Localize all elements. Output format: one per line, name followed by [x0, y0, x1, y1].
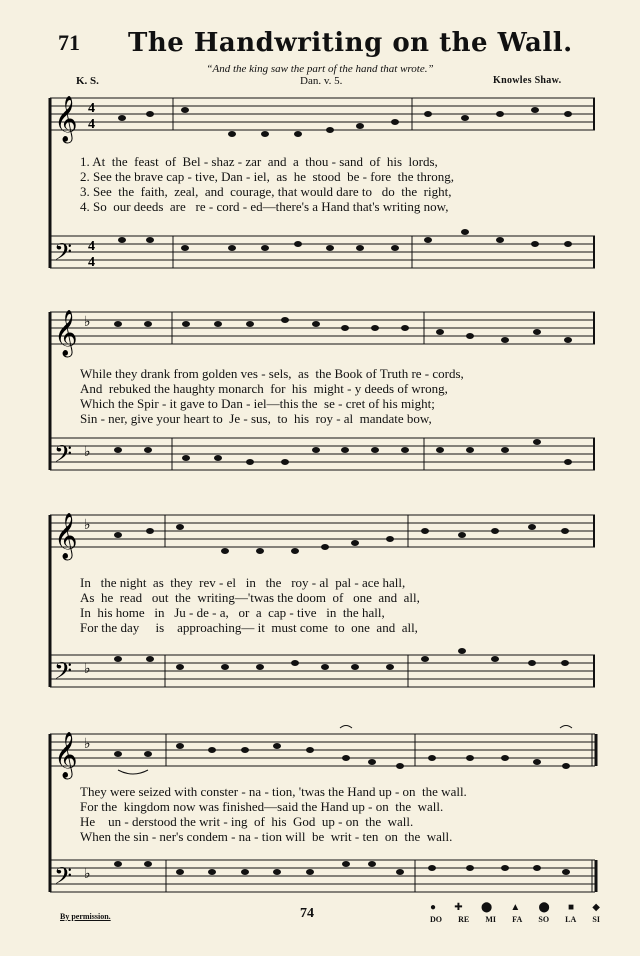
lyric-line: 3. See the faith, zeal, and courage, that would dare to do the right, [80, 184, 452, 199]
svg-text:𝄢: 𝄢 [54, 657, 73, 690]
lyrics-system-1 [80, 154, 600, 214]
lyric-line: As he read out the writing—'twas the doom of one and all, [80, 590, 420, 605]
svg-text:𝄞: 𝄞 [54, 96, 78, 142]
svg-text:𝄞: 𝄞 [54, 513, 78, 559]
svg-text:4: 4 [88, 101, 95, 116]
shape-note-row [430, 902, 600, 913]
lyric-line: Sin - ner, give your heart to Je - sus, to his roy - al mandate bow, [80, 411, 432, 426]
solfege-si: SI [592, 915, 600, 924]
do-shape-icon: ● [430, 902, 437, 913]
hymn-header [0, 0, 640, 90]
solfege-so: SO [538, 915, 550, 924]
lyric-line: 1. At the feast of Bel - shaz - zar and a thou - sand of his lords, [80, 154, 438, 169]
svg-text:4: 4 [88, 239, 95, 254]
music-system-3 [0, 505, 640, 695]
composer-initials: K. S. [76, 75, 99, 87]
svg-text:𝄢: 𝄢 [54, 238, 73, 271]
lyric-line: They were seized with conster - na - tion, 'twas the Hand up - on the wall. [80, 784, 467, 799]
lyric-line: When the sin - ner's condem - na - tion will be writ - ten on the wall. [80, 829, 453, 844]
music-system-2 [0, 302, 640, 492]
svg-text:4: 4 [88, 255, 95, 270]
svg-text:♭: ♭ [84, 662, 91, 677]
lyric-line: In his home in Ju - de - a, or a cap - tive in the hall, [80, 605, 385, 620]
svg-text:♭: ♭ [84, 867, 91, 882]
svg-text:𝄞: 𝄞 [54, 310, 78, 356]
svg-text:♭: ♭ [84, 315, 91, 330]
lyric-line: While they drank from golden ves - sels, as the Book of Truth re - cords, [80, 366, 464, 381]
svg-text:𝄞: 𝄞 [54, 732, 78, 778]
re-shape-icon: ✚ [454, 902, 463, 913]
hymn-title: The Handwriting on the Wall. [128, 28, 573, 58]
svg-text:♭: ♭ [84, 518, 91, 533]
lyric-line: And rebuked the haughty monarch for his might - y deeds of wrong, [80, 381, 448, 396]
fa-shape-icon: ▲ [510, 902, 521, 913]
solfege-key [430, 902, 600, 932]
solfege-mi: MI [485, 915, 497, 924]
epigraph: “And the king saw the part of the hand that wrote.” [206, 63, 434, 75]
lyric-line: In the night as they rev - el in the roy - al pal - ace hall, [80, 575, 406, 590]
lyrics-system-4 [80, 784, 600, 844]
si-shape-icon: ◆ [592, 902, 600, 913]
author-name: Knowles Shaw. [493, 75, 562, 86]
la-shape-icon: ■ [568, 902, 575, 913]
solfege-re: RE [458, 915, 470, 924]
solfege-la: LA [565, 915, 577, 924]
svg-text:𝄢: 𝄢 [54, 862, 73, 895]
so-shape-icon: ⬤ [538, 902, 550, 913]
page-number: 74 [300, 906, 314, 921]
music-system-1 [0, 88, 640, 278]
mi-shape-icon: ⬤ [480, 902, 493, 913]
lyric-line: 4. So our deeds are re - cord - ed—there's a Hand that's writing now, [80, 199, 449, 214]
svg-text:♭: ♭ [84, 445, 91, 460]
solfege-do: DO [430, 915, 442, 924]
lyric-line: For the kingdom now was finished—said the Hand up - on the wall. [80, 799, 444, 814]
lyric-line: For the day is approaching— it must come to one and all, [80, 620, 418, 635]
lyrics-system-2 [80, 366, 600, 426]
svg-text:♭: ♭ [84, 737, 91, 752]
lyrics-system-3 [80, 575, 600, 635]
scripture-reference: Dan. v. 5. [300, 75, 343, 87]
lyric-line: 2. See the brave cap - tive, Dan - iel, as he stood be - fore the throng, [80, 169, 454, 184]
hymn-number: 71 [58, 30, 80, 55]
lyric-line: Which the Spir - it gave to Dan - iel—this the se - cret of his might; [80, 396, 435, 411]
svg-text:𝄢: 𝄢 [54, 440, 73, 473]
solfege-fa: FA [512, 915, 523, 924]
music-system-4 [0, 720, 640, 900]
permission-note: By permission. [60, 912, 111, 921]
lyric-line: He un - derstood the writ - ing of his God up - on the wall. [80, 814, 414, 829]
svg-text:4: 4 [88, 117, 95, 132]
solfege-labels [430, 915, 600, 924]
